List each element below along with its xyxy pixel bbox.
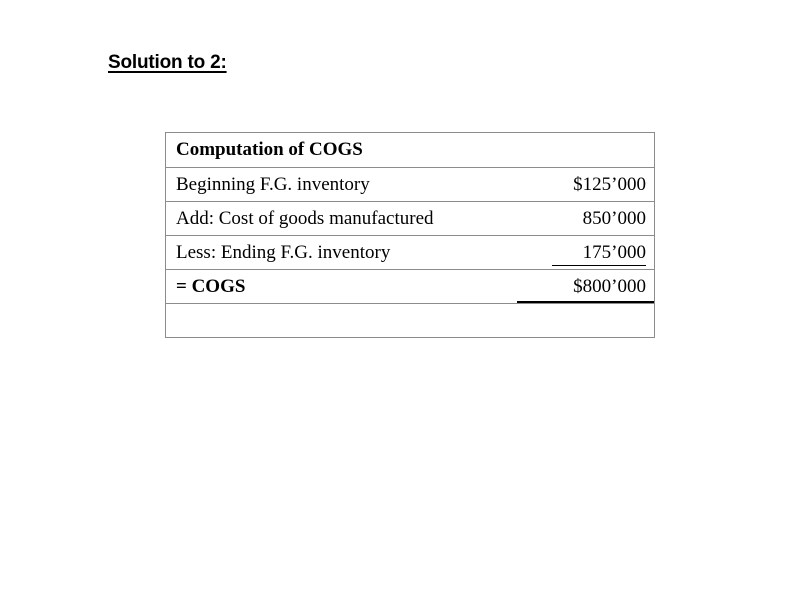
row-label: Beginning F.G. inventory — [176, 174, 370, 195]
table-row-ending-inventory — [166, 235, 654, 269]
row-value: $800’000 — [573, 276, 646, 297]
row-value: 175’000 — [582, 242, 646, 263]
row-label: Less: Ending F.G. inventory — [176, 242, 391, 263]
row-value: $125’000 — [573, 174, 646, 195]
row-value: 850’000 — [582, 208, 646, 229]
table-header-row — [166, 133, 654, 167]
solution-heading: Solution to 2: — [108, 52, 227, 73]
table-title: Computation of COGS — [176, 139, 363, 160]
table-row-beginning-inventory — [166, 167, 654, 201]
table-row-cost-of-goods-manufactured — [166, 201, 654, 235]
row-label: Add: Cost of goods manufactured — [176, 208, 434, 229]
table-row-cogs-total — [166, 269, 654, 303]
row-label: = COGS — [176, 276, 246, 297]
cogs-table — [165, 132, 655, 338]
subtotal-rule — [552, 265, 646, 266]
table-row-empty — [166, 303, 654, 337]
